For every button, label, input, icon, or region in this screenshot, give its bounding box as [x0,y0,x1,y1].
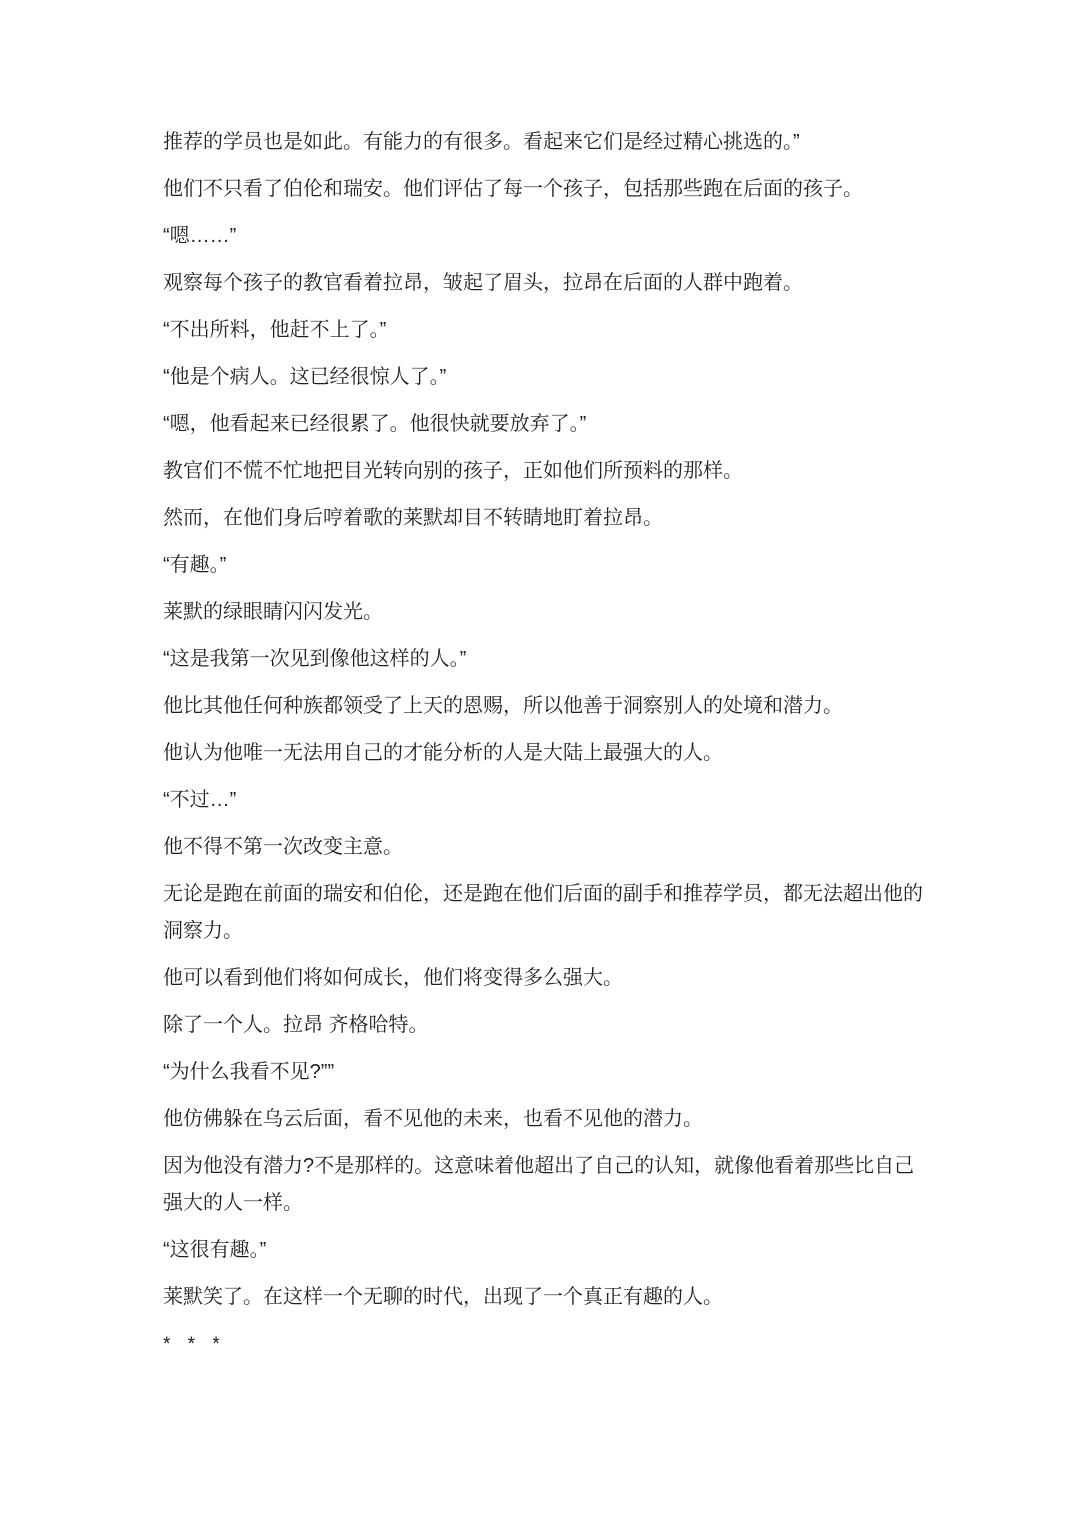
paragraph: 然而，在他们身后哼着歌的莱默却目不转睛地盯着拉昂。 [163,507,663,529]
paragraph: 他们不只看了伯伦和瑞安。他们评估了每一个孩子，包括那些跑在后面的孩子。 [163,178,863,200]
paragraph: “他是个病人。这已经很惊人了。” [163,366,447,388]
paragraph: 他仿佛躲在乌云后面，看不见他的未来，也看不见他的潜力。 [163,1108,703,1130]
paragraph: 他不得不第一次改变主意。 [163,836,403,858]
paragraph: 除了一个人。拉昂 齐格哈特。 [163,1014,429,1036]
paragraph: “嗯，他看起来已经很累了。他很快就要放弃了。” [163,413,587,435]
paragraph: “嗯……” [163,225,237,247]
paragraph: 因为他没有潜力?不是那样的。这意味着他超出了自己的认知，就像他看着那些比自己强大的人一样。 [163,1155,915,1214]
paragraph: 莱默的绿眼睛闪闪发光。 [163,601,383,623]
paragraph: 教官们不慌不忙地把目光转向别的孩子，正如他们所预料的那样。 [163,460,743,482]
paragraph: “不过…” [163,789,237,811]
paragraph: 他可以看到他们将如何成长，他们将变得多么强大。 [163,967,623,989]
paragraph: “有趣。” [163,554,227,576]
paragraph: “为什么我看不见?”” [163,1061,335,1083]
paragraph: 莱默笑了。在这样一个无聊的时代，出现了一个真正有趣的人。 [163,1286,723,1308]
section-break: * * * [163,1334,226,1355]
paragraph: 无论是跑在前面的瑞安和伯伦，还是跑在他们后面的副手和推荐学员，都无法超出他的洞察力。 [163,883,923,942]
paragraph: 他比其他任何种族都领受了上天的恩赐，所以他善于洞察别人的处境和潜力。 [163,695,843,717]
paragraph: “不出所料，他赶不上了。” [163,319,387,341]
paragraph: 观察每个孩子的教官看着拉昂，皱起了眉头，拉昂在后面的人群中跑着。 [163,272,803,294]
paragraph: 推荐的学员也是如此。有能力的有很多。看起来它们是经过精心挑选的。” [163,131,800,153]
paragraph: “这是我第一次见到像他这样的人。” [163,648,467,670]
paragraph: 他认为他唯一无法用自己的才能分析的人是大陆上最强大的人。 [163,742,723,764]
paragraph: “这很有趣。” [163,1239,267,1261]
